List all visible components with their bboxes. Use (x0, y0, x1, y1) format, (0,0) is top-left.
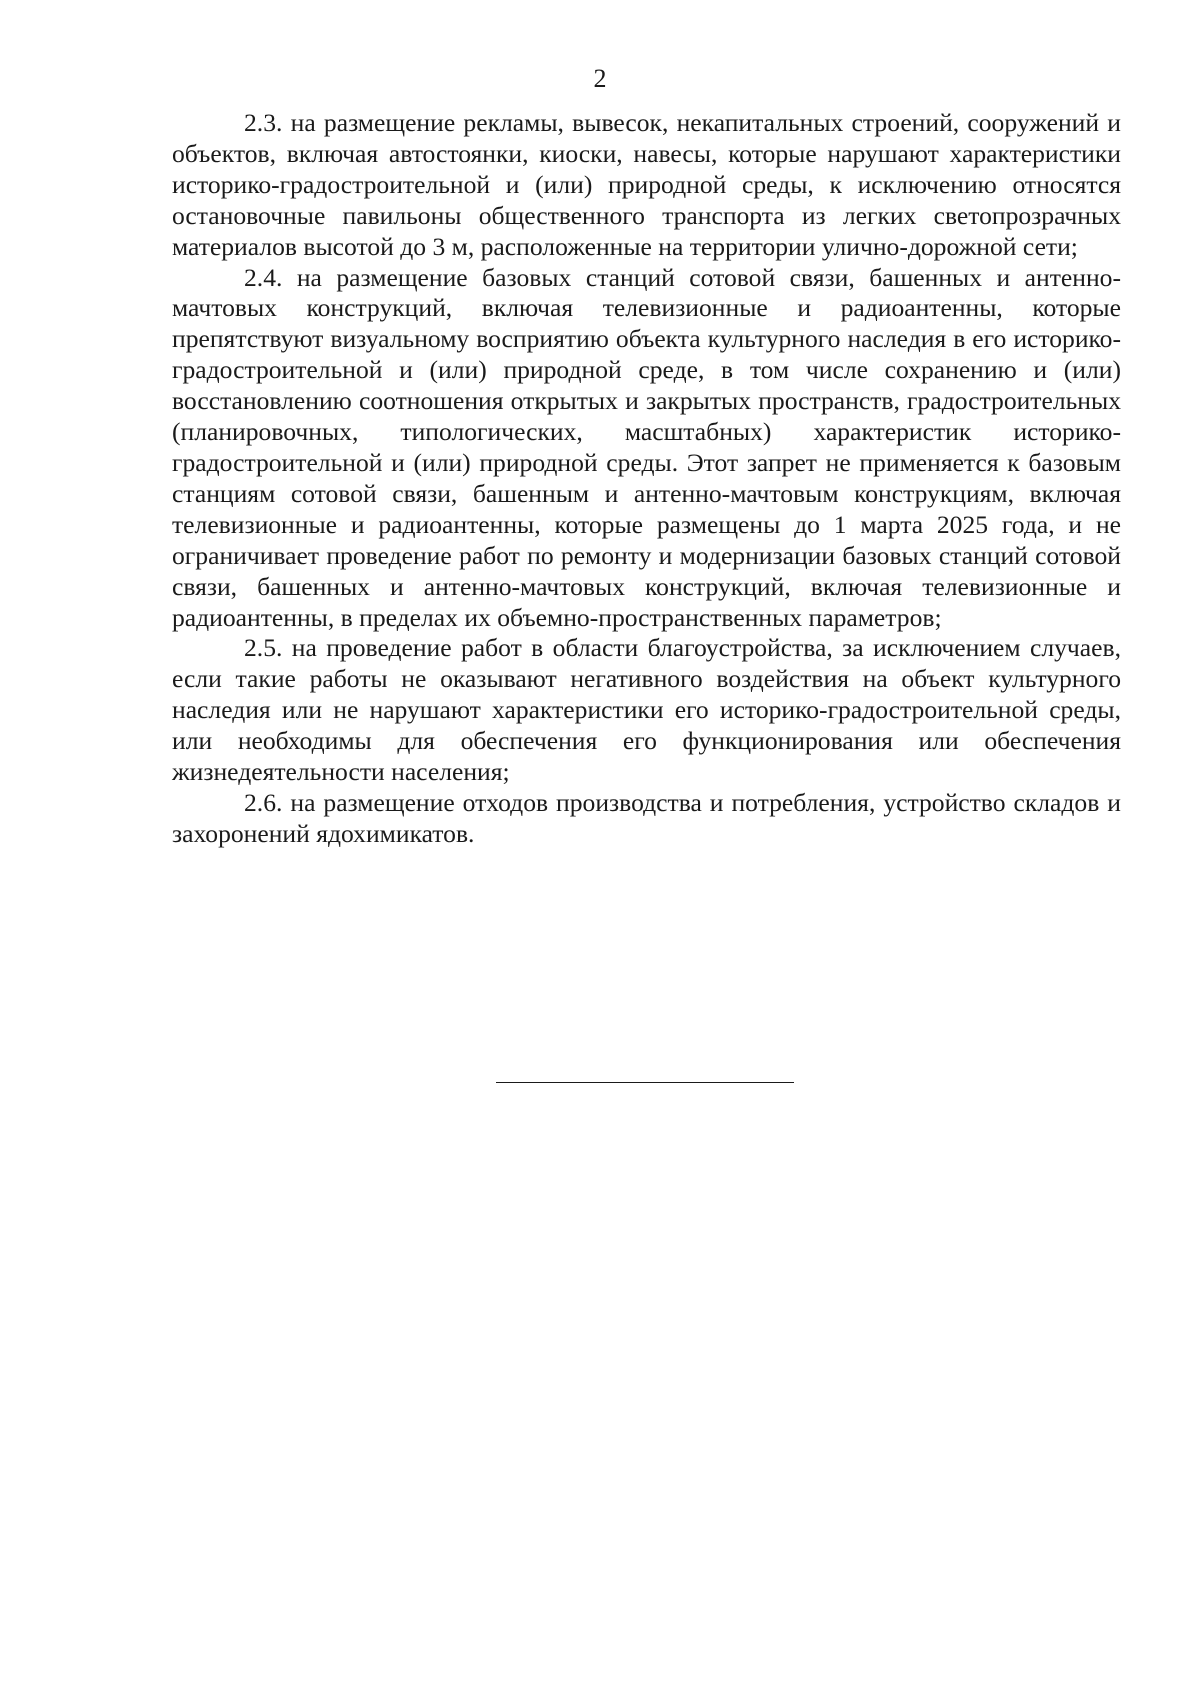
end-separator-line (496, 1082, 794, 1083)
page-number: 2 (593, 64, 607, 93)
paragraph-2-6: 2.6. на размещение отходов производства и потребления, устройство складов и захоронений ядохимикатов. (172, 787, 1121, 848)
document-body (172, 108, 1121, 850)
paragraph-2-5: 2.5. на проведение работ в области благоустройства, за исключением случаев, если такие работы не оказывают негативного воздействия на объект культурного наследия или не нарушают характеристики его историко-градостроительной среды, или необходимы для обеспечения его функционирования или обеспечения жизнедеятельности населения; (172, 633, 1121, 787)
paragraph-2-3: 2.3. на размещение рекламы, вывесок, некапитальных строений, сооружений и объектов, включая автостоянки, киоски, навесы, которые нарушают характеристики историко-градостроительной и (или) природной среды, к исключению относятся остановочные павильоны общественного транспорта из легких светопрозрачных материалов высотой до 3 м, расположенные на территории улично-дорожной сети; (172, 108, 1121, 261)
paragraph-2-4: 2.4. на размещение базовых станций сотовой связи, башенных и антенно-мачтовых конструкций, включая телевизионные и радиоантенны, которые препятствуют визуальному восприятию объекта культурного наследия в его историко-градостроительной и (или) природной среде, в том числе сохранению и (или) восстановлению соотношения открытых и закрытых пространств, градостроительных (планировочных, типологических, масштабных) характеристик историко-градостроительной и (или) природной среды. Этот запрет не применяется к базовым станциям сотовой связи, башенным и антенно-мачтовым конструкциям, включая телевизионные и радиоантенны, которые размещены до 1 марта 2025 года, и не ограничивает проведение работ по ремонту и модернизации базовых станций сотовой связи, башенных и антенно-мачтовых конструкций, включая телевизионные и радиоантенны, в пределах их объемно-пространственных параметров; (172, 262, 1121, 632)
